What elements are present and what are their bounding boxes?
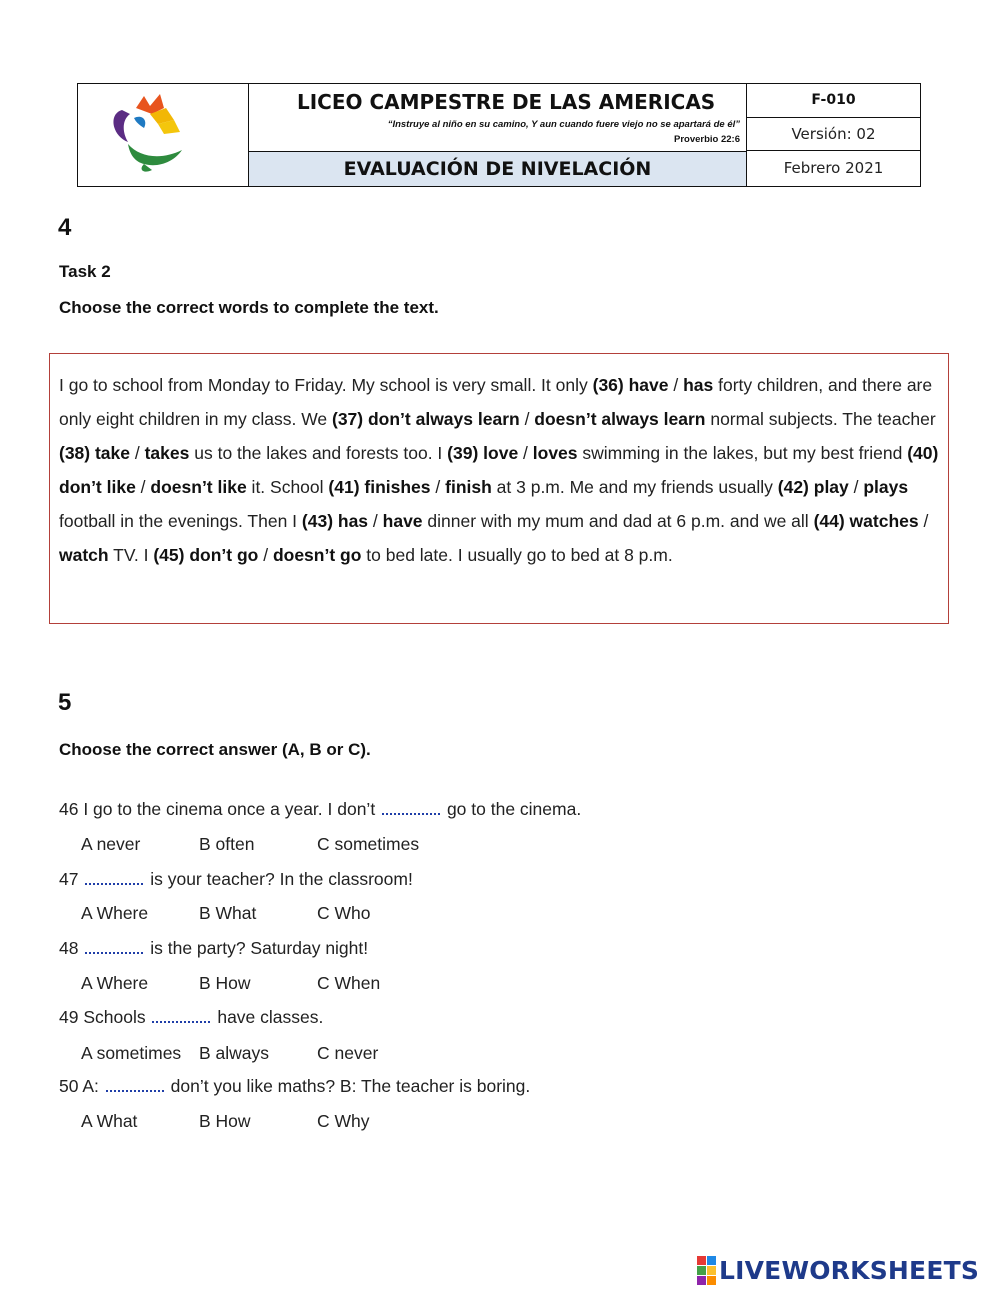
option-46-a[interactable]: A never — [81, 834, 141, 854]
section5-instruction: Choose the correct answer (A, B or C). — [59, 740, 371, 759]
option-46-c[interactable]: C sometimes — [317, 834, 420, 854]
choice-45-a[interactable]: (45) don’t go — [153, 545, 259, 565]
answer-blank-47[interactable] — [85, 869, 143, 885]
choice-36-a[interactable]: (36) have — [592, 375, 669, 395]
choice-39-a[interactable]: (39) love — [447, 443, 519, 463]
choice-42-b[interactable]: plays — [863, 477, 909, 497]
form-code: F-010 — [747, 84, 920, 118]
choice-37-b[interactable]: doesn’t always learn — [534, 409, 706, 429]
options-46 — [81, 834, 435, 855]
option-48-a[interactable]: A Where — [81, 973, 149, 993]
option-48-b[interactable]: B How — [199, 973, 251, 993]
answer-blank-48[interactable] — [85, 938, 143, 954]
option-47-a[interactable]: A Where — [81, 903, 149, 923]
option-50-c[interactable]: C Why — [317, 1111, 370, 1131]
option-50-b[interactable]: B How — [199, 1111, 251, 1131]
choice-37-a[interactable]: (37) don’t always learn — [332, 409, 520, 429]
choice-38-b[interactable]: takes — [144, 443, 190, 463]
school-logo — [78, 84, 249, 186]
choice-41-a[interactable]: (41) finishes — [328, 477, 431, 497]
school-name: LICEO CAMPESTRE DE LAS AMERICAS — [297, 90, 716, 114]
choice-42-a[interactable]: (42) play — [777, 477, 849, 497]
answer-blank-50[interactable] — [106, 1076, 164, 1092]
brand-name: LIVEWORKSHEETS — [719, 1255, 980, 1285]
option-48-c[interactable]: C When — [317, 973, 381, 993]
question-48: 48 is the party? Saturday night! — [59, 938, 369, 958]
evaluation-title: EVALUACIÓN DE NIVELACIÓN — [249, 151, 747, 186]
school-motto: “Instruye al niño en su camino, Y aun cuando fuere viejo no se apartará de él” — [387, 119, 740, 130]
choice-39-b[interactable]: loves — [532, 443, 578, 463]
option-49-b[interactable]: B always — [199, 1043, 270, 1063]
option-50-a[interactable]: A What — [81, 1111, 138, 1131]
choice-43-a[interactable]: (43) has — [301, 511, 369, 531]
answer-blank-49[interactable] — [152, 1007, 210, 1023]
answer-blank-46[interactable] — [382, 799, 440, 815]
choice-41-b[interactable]: finish — [445, 477, 492, 497]
section-number-4: 4 — [58, 214, 72, 241]
choice-38-a[interactable]: (38) take — [59, 443, 131, 463]
school-title-cell — [249, 84, 747, 151]
choice-43-b[interactable]: have — [382, 511, 423, 531]
option-49-a[interactable]: A sometimes — [81, 1043, 182, 1063]
question-50: 50 A: don’t you like maths? B: The teacher is boring. — [59, 1076, 531, 1096]
question-49: 49 Schools have classes. — [59, 1007, 324, 1027]
choice-45-b[interactable]: doesn’t go — [272, 545, 362, 565]
reading-text-box — [49, 353, 949, 624]
option-49-c[interactable]: C never — [317, 1043, 379, 1063]
options-48 — [81, 973, 435, 994]
question-47: 47 is your teacher? In the classroom! — [59, 869, 413, 889]
option-47-b[interactable]: B What — [199, 903, 257, 923]
options-49 — [81, 1043, 435, 1064]
option-47-c[interactable]: C Who — [317, 903, 371, 923]
section4-instruction: Choose the correct words to complete the text. — [59, 298, 439, 317]
options-50 — [81, 1111, 435, 1132]
choice-44-a[interactable]: (44) watches — [813, 511, 919, 531]
form-version: Versión: 02 — [747, 118, 920, 151]
choice-36-b[interactable]: has — [683, 375, 714, 395]
liveworksheets-brand[interactable] — [697, 1256, 979, 1284]
document-header — [77, 83, 921, 187]
question-46: 46 I go to the cinema once a year. I don’t go to the cinema. — [59, 799, 582, 819]
evaluation-date: Febrero 2021 — [783, 159, 884, 177]
choice-40-b[interactable]: doesn’t like — [150, 477, 247, 497]
motto-verse: Proverbio 22:6 — [674, 134, 740, 145]
dove-logo-icon — [78, 84, 249, 185]
choice-40-a[interactable]: (40) don’t like — [59, 443, 939, 497]
choice-44-b[interactable]: watch — [59, 545, 109, 565]
task-label: Task 2 — [59, 262, 111, 281]
option-46-b[interactable]: B often — [199, 834, 255, 854]
liveworksheets-logo-icon — [697, 1256, 716, 1285]
section-number-5: 5 — [58, 689, 72, 716]
options-47 — [81, 903, 435, 924]
reading-paragraph: I go to school from Monday to Friday. My school is very small. It only (36) have / has forty children, and there are only eight children in my class. We (37) don’t always learn / doesn’t always learn normal subjects. The teacher (38) take / takes us to the lakes and forests too. I (39) love / loves swimming in the lakes, but my best friend (40) don’t like / doesn’t like it. School (41) finishes / finish at 3 p.m. Me and my friends usually (42) play / plays football in the evenings. Then I (43) has / have dinner with my mum and dad at 6 p.m. and we all (44) watches / watch TV. I (45) don’t go / doesn’t go to bed late. I usually go to bed at 8 p.m. — [59, 375, 939, 565]
